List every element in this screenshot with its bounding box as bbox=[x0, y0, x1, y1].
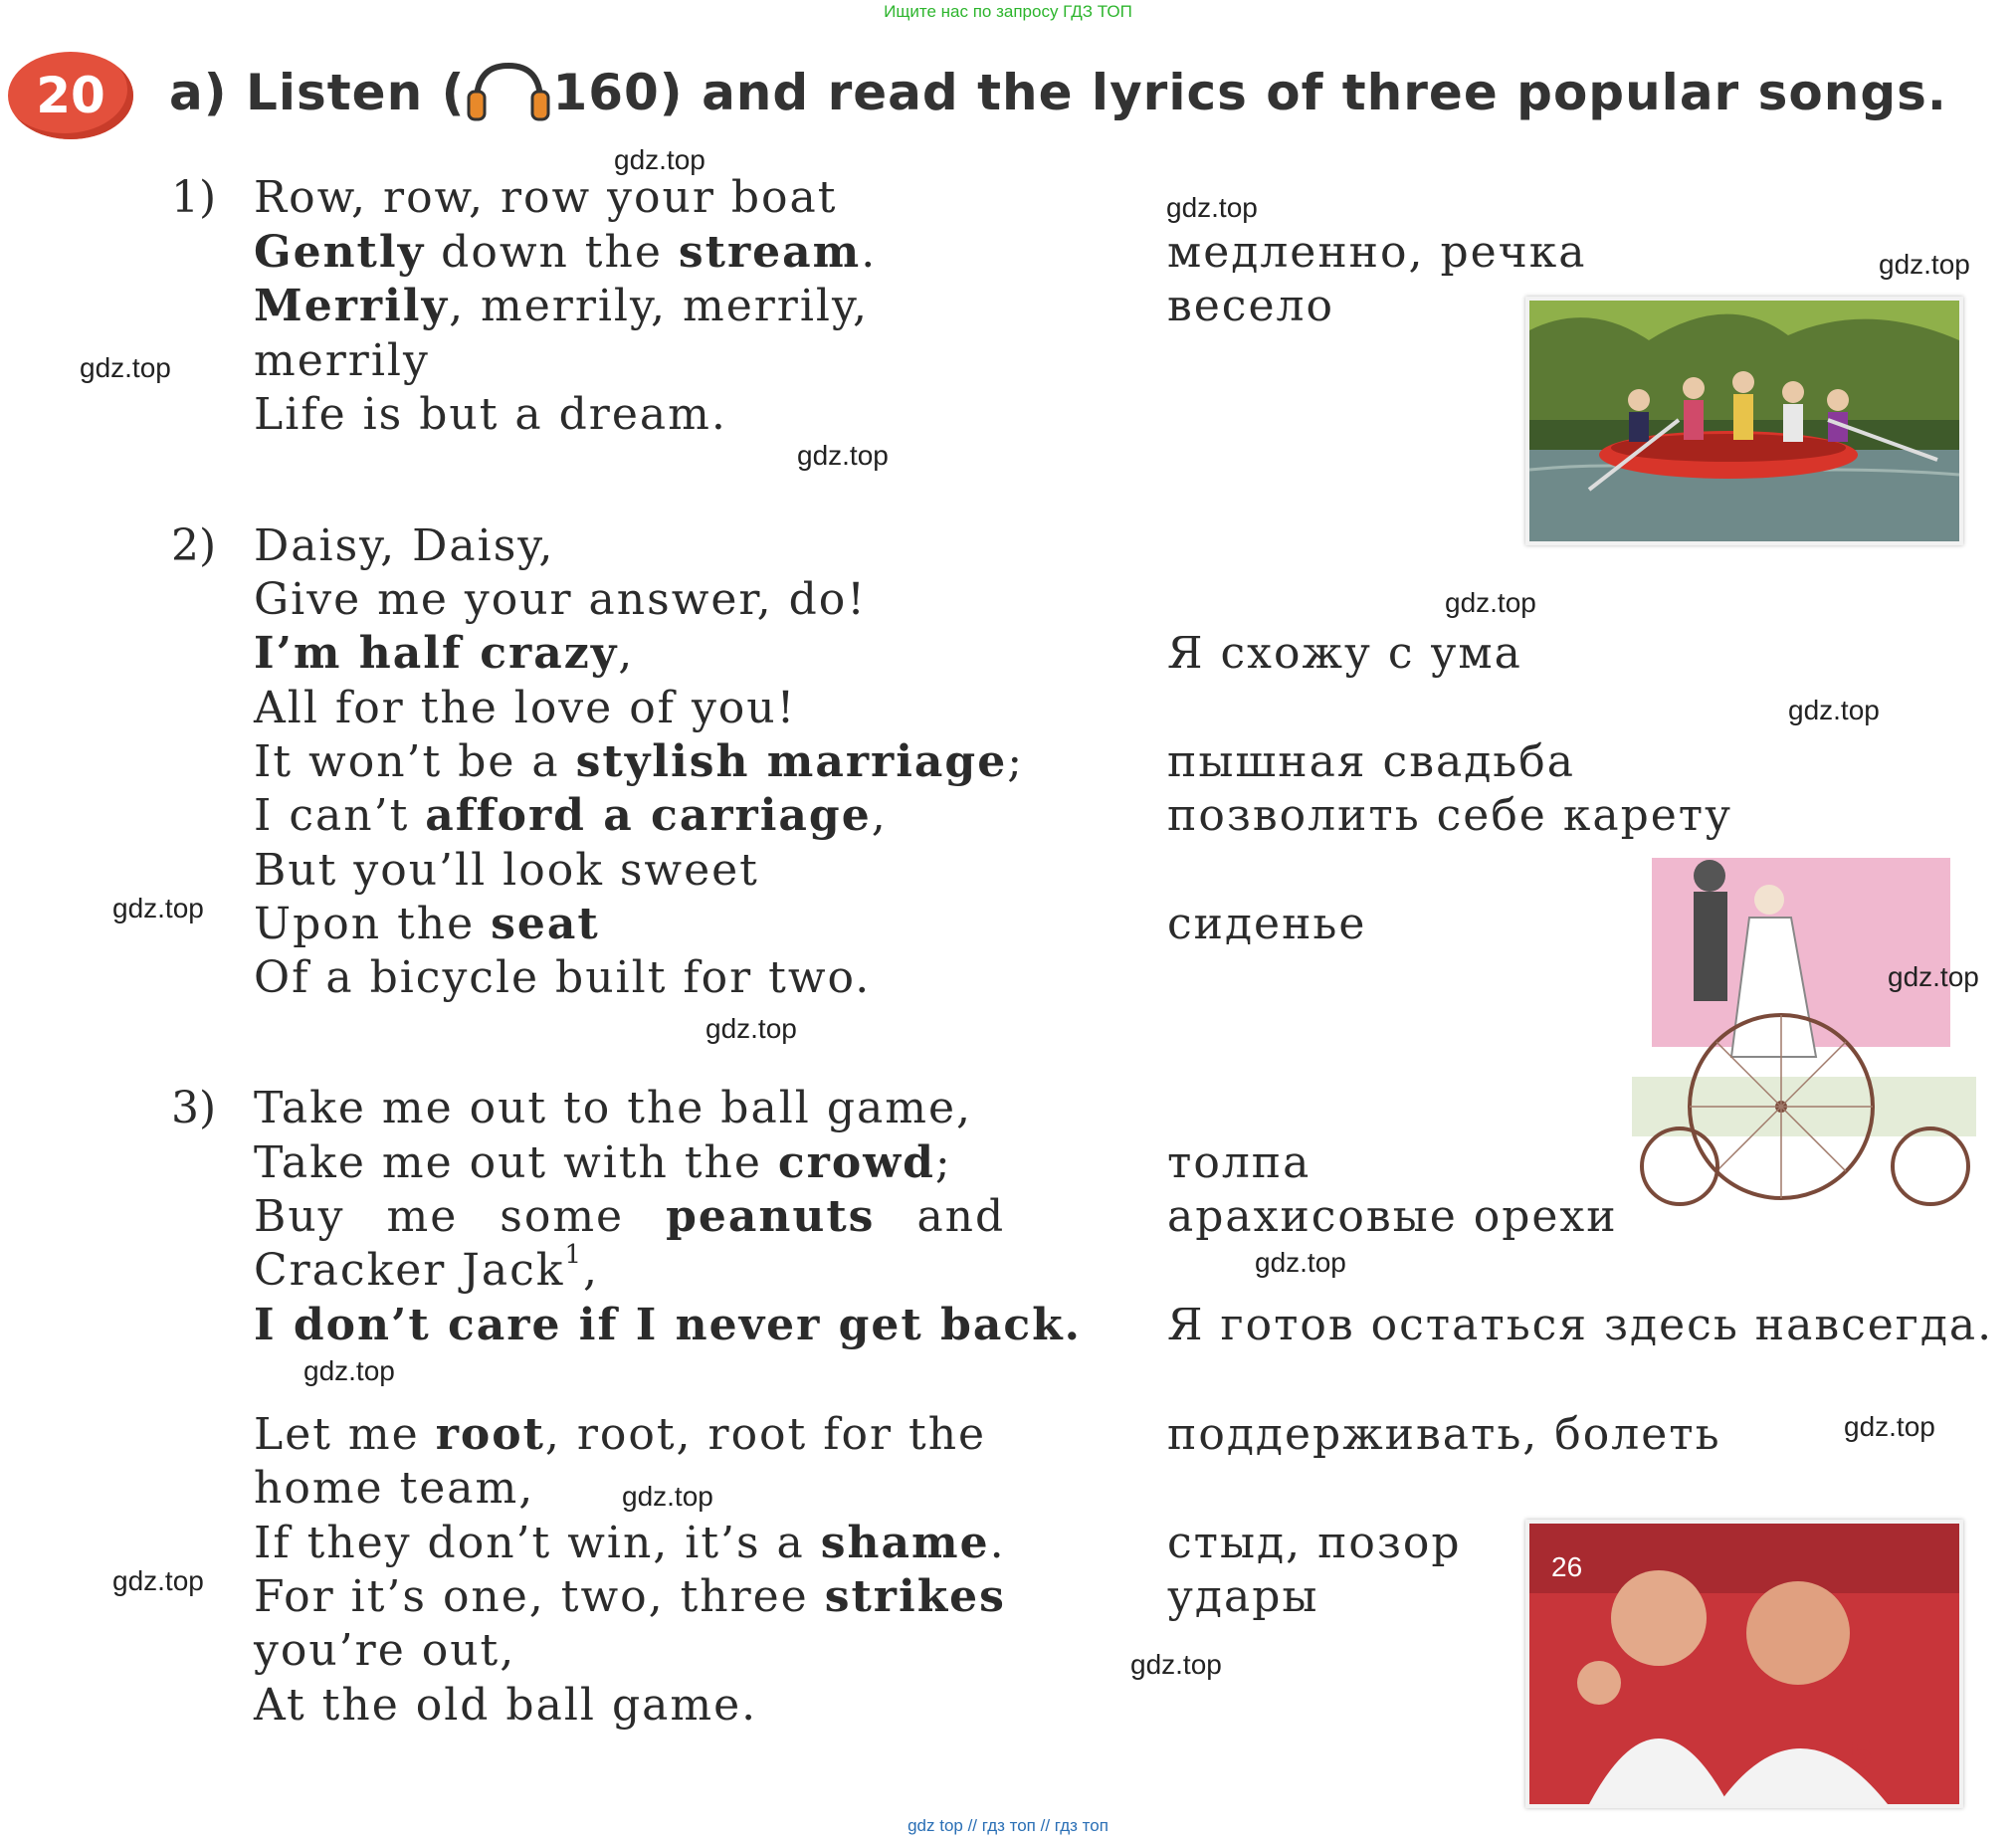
song-2-line-4: All for the love of you! bbox=[254, 683, 797, 733]
song-3-number: 3) bbox=[171, 1083, 217, 1133]
translation-6: сиденье bbox=[1167, 899, 1367, 949]
translation-5: позволить себе карету bbox=[1167, 790, 1733, 841]
song-3-line-8: If they don’t win, it’s a shame. bbox=[254, 1518, 1006, 1568]
watermark[interactable]: gdz.top bbox=[80, 352, 171, 383]
watermark[interactable]: gdz.top bbox=[112, 1565, 204, 1596]
song-1-number: 1) bbox=[171, 172, 217, 223]
translation-4: пышная свадьба bbox=[1167, 736, 1575, 787]
heading-track-text: 160) and read the lyrics of three popular songs. bbox=[552, 64, 1947, 121]
song-2-line-7: But you’ll look sweet bbox=[254, 845, 759, 896]
watermark[interactable]: gdz.top bbox=[1130, 1649, 1222, 1680]
song-2-line-9: Of a bicycle built for two. bbox=[254, 952, 872, 1003]
song-3-line-5: I don’t care if I never get back. bbox=[254, 1300, 1082, 1350]
heading-prefix: a) Listen ( bbox=[169, 64, 466, 121]
watermark[interactable]: gdz.top bbox=[1844, 1411, 1935, 1442]
exercise-number-badge: 20 bbox=[8, 52, 133, 139]
song-2-line-3: I’m half crazy, bbox=[254, 628, 635, 679]
song-3-line-11: At the old ball game. bbox=[254, 1680, 758, 1731]
song-3-line-10: you’re out, bbox=[254, 1625, 516, 1676]
watermark[interactable]: gdz.top bbox=[1166, 192, 1258, 223]
song-1-line-5: Life is but a dream. bbox=[254, 389, 727, 440]
baseball-fans-illustration bbox=[1529, 1524, 1959, 1804]
jersey-number-26: 26 bbox=[1551, 1551, 1583, 1582]
song-3-line-1: Take me out to the ball game, bbox=[254, 1083, 972, 1133]
song-2-line-5: It won’t be a stylish marriage; bbox=[254, 736, 1025, 787]
song-2-line-6: I can’t afford a carriage, bbox=[254, 790, 888, 841]
watermark[interactable]: gdz.top bbox=[706, 1013, 797, 1044]
song-3-line-4: Cracker Jack$^1$, bbox=[254, 1240, 600, 1296]
song-3-line-7: home team, bbox=[254, 1463, 535, 1514]
photo-rowing-boat bbox=[1525, 297, 1963, 545]
song-2-line-1: Daisy, Daisy, bbox=[254, 520, 555, 571]
rowing-boat-illustration bbox=[1529, 301, 1959, 541]
song-3-line-2: Take me out with the crowd; bbox=[254, 1137, 952, 1188]
translation-3: Я схожу с ума bbox=[1167, 628, 1522, 679]
song-1-line-2: Gently down the stream. bbox=[254, 227, 878, 278]
watermark[interactable]: gdz.top bbox=[1788, 695, 1880, 725]
watermark[interactable]: gdz.top bbox=[112, 893, 204, 923]
watermark[interactable]: gdz.top bbox=[622, 1481, 713, 1512]
song-1-line-3: Merrily, merrily, merrily, bbox=[254, 281, 869, 331]
watermark[interactable]: gdz.top bbox=[1879, 249, 1970, 280]
jersey-number-5: 5 bbox=[1850, 1733, 1873, 1776]
watermark[interactable]: gdz.top bbox=[303, 1355, 395, 1386]
exercise-heading bbox=[169, 62, 1947, 121]
watermark[interactable]: gdz.top bbox=[797, 440, 889, 471]
translation-1: медленно, речка bbox=[1167, 227, 1587, 278]
song-2-line-8: Upon the seat bbox=[254, 899, 600, 949]
song-3-line-9: For it’s one, two, three strikes bbox=[254, 1571, 1006, 1622]
song-1-line-1: Row, row, row your boat bbox=[254, 172, 838, 223]
song-2-line-2: Give me your answer, do! bbox=[254, 574, 867, 625]
watermark[interactable]: gdz.top bbox=[1255, 1247, 1346, 1278]
translation-11: стыд, позор bbox=[1167, 1518, 1462, 1568]
song-1-line-4: merrily bbox=[254, 335, 430, 386]
top-search-notice[interactable]: Ищите нас по запросу ГДЗ ТОП bbox=[884, 2, 1132, 21]
watermark[interactable]: gdz.top bbox=[1445, 587, 1536, 618]
translation-2: весело bbox=[1167, 281, 1334, 331]
translation-12: удары bbox=[1167, 1571, 1319, 1622]
headphones-icon[interactable] bbox=[465, 62, 552, 121]
translation-10: поддерживать, болеть bbox=[1167, 1409, 1721, 1460]
illustration-wedding-bicycle bbox=[1632, 858, 1976, 1214]
translation-9: Я готов остаться здесь навсегда. bbox=[1167, 1300, 1994, 1350]
song-2-number: 2) bbox=[171, 520, 217, 571]
watermark[interactable]: gdz.top bbox=[614, 144, 706, 175]
wedding-bicycle-drawing bbox=[1632, 858, 1976, 1214]
song-3-line-6: Let me root, root, root for the bbox=[254, 1409, 987, 1460]
footer-links[interactable]: gdz top // гдз топ // гдз топ bbox=[907, 1816, 1109, 1835]
watermark[interactable]: gdz.top bbox=[1888, 961, 1979, 992]
translation-8: арахисовые орехи bbox=[1167, 1191, 1618, 1242]
song-3-line-3: Buy me some peanuts and bbox=[254, 1191, 1006, 1242]
photo-baseball-fans bbox=[1525, 1520, 1963, 1808]
translation-7: толпа bbox=[1167, 1137, 1311, 1188]
